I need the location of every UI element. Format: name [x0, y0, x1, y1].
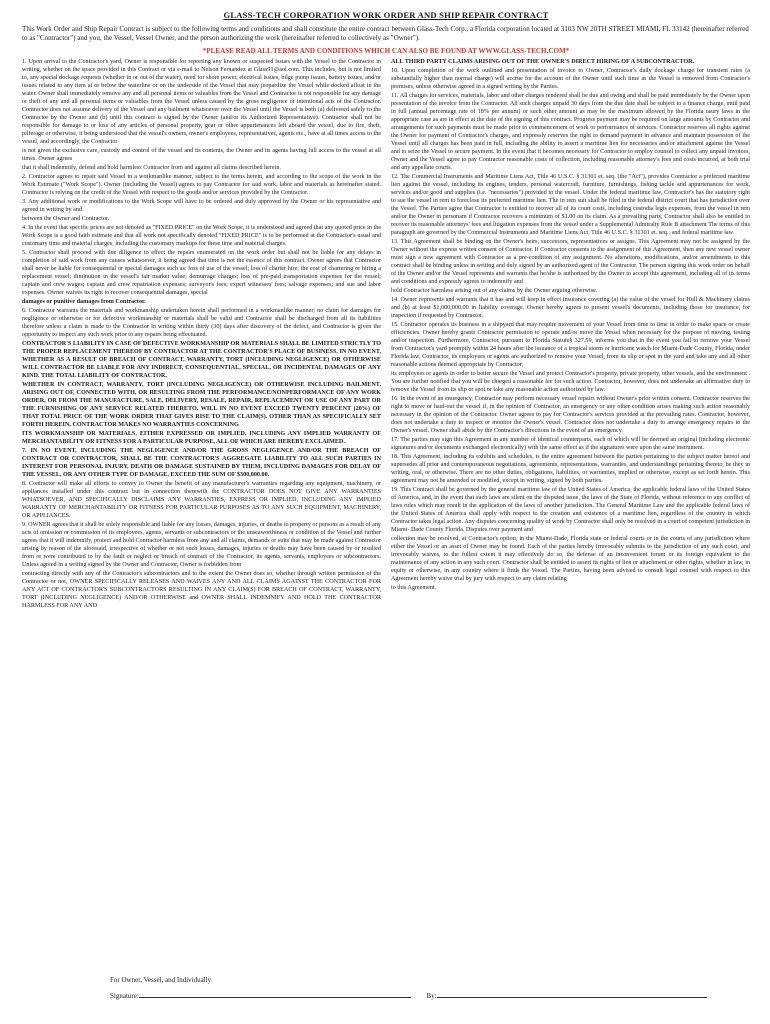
contract-paragraph: its employees or agents in order to better secure the Vessel and protect Contractor's property, private property, other vessels, and the environment . You are further notified that you will be charged a reasonable fee for such action. Contractor, however, does not undertake an affirmative duty to remove the Vessel from its slip or spot or take any reasonable action authorized by law. — [391, 370, 750, 393]
contract-paragraph: 1. Upon arrival to the Contractor's yard, Owner is responsible for reporting any known or suspected issues with the Vessel to the Contractor in writing, whether on the space provided in this Contract or via e-mail to Nelson Fernandez at Glass91@aol.com. This includes, but is not limited to, any special dockage requests (whether in or out of the water), need for shore power, electrical issues, bilge pump issues, battery issues, and/or issues related to any item at or below the waterline or on the underside of the Vessel that may jeopardize the Vessel while docked afloat in the water. Owner shall immediately remove any and all personal items or valuables from the Vessel and Contractor is not responsible for any damage or theft of any and all personal items or valuables from the Vessel unless caused by the gross negligence or intentional acts of the Contractor. Contractor does not assume delivery of the Vessel and any bailment whatsoever over the Vessel until the Vessel is both (a) delivered safely to the Contractor by the Owner and (b) until this contract is signed by the Owner (and/or its Authorized Representative). Contractor shall not be responsible for damage to or loss of any articles of personal property, gear or other appurtenances left aboard the vessel, due to fire, theft, pilferage or otherwise, it being understood that the vessel's owners, owner's employees, representatives, agents etc., have at all times access to the vessel, and accordingly, the Contractor — [22, 59, 381, 145]
by-line[interactable] — [437, 991, 707, 998]
by-label: By: — [426, 992, 437, 1000]
contract-paragraph: ITS WORKMANSHIP OR MATERIALS, EITHER EXPRESSED OR IMPLIED, INCLUDING ANY IMPLIED WARRANTY OF MERCHANTABILITY OR FITNESS FOR A PARTICULAR PURPOSE, ALL OF WHICH ARE HEREBY EXCLAIMED. — [22, 431, 381, 446]
contract-paragraph: 13. This Agreement shall be binding on the Owner's heirs, successors, representatives or assigns. This Agreement may not be assigned by the Owner without the express written consent of Contractor. If Contractor consents to the assignment of this Agreement, then any new vessel owner must sign a new agreement with Contractor as a pre-condition of any assignment. No alterations, modifications, and/or amendments to this contract shall be binding unless in writing and duly signed by an authorized agent of the Contractor. The person signing this work order on behalf of the Owner and/or the Vessel represents and warrants that he/she is authorized by the Owner to accept this agreement, including all of its terms and conditions and expressly agrees to indemnify and — [391, 238, 750, 285]
signature-line[interactable] — [139, 991, 411, 998]
contract-paragraph: 18. This Agreement, including its exhibits and schedules, is the entire agreement between the parties pertaining to the subject matter hereof and supersedes all prior and contemporaneous negotiations, agreements, representations, warranties, and understandings pertaining thereto, be they in writing, oral, or otherwise. There are no other duties, obligations, liabilities, or warranties, implied or otherwise, except as set forth herein. This agreement may not be amended or modified, except in writing, signed by both parties. — [391, 454, 750, 484]
contract-intro: This Work Order and Ship Repair Contract is subject to the following terms and conditions and shall constitute the entire contract between Glass-Tech Corp., a Florida corporation located at 3103 NW 20TH STREET MIAMI, FL 33142 (hereinafter referred to as "Contractor") and you, the Vessel, Vessel Owner, and the person authorizing the work (hereinafter referred to collectively as "Owner"). — [22, 25, 749, 43]
contract-paragraph: 15. Contractor operates its business in a shipyard that may require movement of your Vessel from time to time in order to make space or create efficiencies. Owner hereby grants Contractor permission to operate and/or move the Vessel when necessary for the purpose of moving, testing and/or inspection. Furthermore, Contractor, pursuant to Florida Statute§ 327.59, informs you that in the event you fail to remove your Vessel from Contractor's yard promptly within 24 hours after the issuance of a tropical storm or hurricane watch for Miami-Dade County, Florida, under Florida law, Contractor, its employees or agents are authorized to remove your Vessel, from its slip or spot in the yard and take any and all other reasonable actions deemed appropriate by Contractor, — [391, 322, 750, 368]
read-terms-notice: *PLEASE READ ALL TERMS AND CONDITIONS WHICH CAN ALSO BE FOUND AT WWW.GLASS-TECH.COM* — [202, 47, 570, 56]
contract-paragraph: 5. Contractor shall proceed with due diligence to effect the repairs enumerated on the work order but shall not be liable for any delays in completion of said work from any causes whatsoever, it being agreed that time is not the essence of this contract. Owner agrees that Contractor shall never be liable for consequential or special damages such as: loss of use of the vessel; loss of charter hire; the cost of chartering or hiring a replacement vessel; diminution in the vessel's fair market value; demurrage charges; loss of pre-paid transportation expenses for the vessel; captain and crew wages; captain and crew repatriation expenses; surveyor's fees; expert witnesses' fees; salvage expenses; and sue and labor expenses. Owner waives its right to recover consequential damages, special — [22, 250, 381, 297]
contract-paragraph: ALL THIRD PARTY CLAIMS ARISING OUT OF THE OWNER'S DIRECT HIRING OF A SUBCONTRACTOR. — [391, 59, 695, 66]
contract-paragraph: WHETHER IN CONTRACT, WARRANTY, TORT (INCLUDING NEGLIGENCE) OR OTHERWISE INCLUDING BAILMENT, ARISING OUT OF, CONNECTED WITH, OR RESULTING FROM THE PERFORMANCE/NONPERFORMANCE OF ANY WORK ORDER, OR FROM THE MANUFACTURE, SALE, DELIVERY, RESALE, REPAIR, REPLACEMENT OR USE OF ANY PART OR THE FURNISHING OF ANY SERVICE RELATED THERETO, WILL IN NO EVENT EXCEED TWENTY PERCENT (20%) OF THAT TOTAL PRICE OF THE WORK ORDER THAT GIVES RISE TO THE CLAIM(S). OTHER THAN AS SPECIFICALLY SET FORTH HEREIN, CONTRACTOR MAKES NO WARRANTIES CONCERNING — [22, 382, 381, 429]
contract-paragraph: damages or punitive damages from Contractor. — [22, 299, 146, 306]
contract-paragraph: 7. IN NO EVENT, INCLUDING THE NEGLIGENCE AND/OR THE GROSS NEGLIGENCE AND/OR THE BREACH OF CONTRACT OR CONTRACTOR, SHALL BE THE CONTRACTOR'S AGGREGATE LIABILITY TO ALL SUCH PARTIES IN INTEREST FOR PERSONAL INJURY, DEATH OR DAMAGE SUSTAINED BY THEM, INCLUDING DAMAGES FOR DELAY OF THE VESSEL, OR ANY OTHER TYPE OF DAMAGE, EXCEED THE SUM OF $300,000.00. — [22, 448, 381, 479]
contract-paragraph: hold Contractor harmless arising out of any claims by the Owner arguing otherwise. — [391, 287, 598, 294]
contract-title: GLASS-TECH CORPORATION WORK ORDER AND SHIP REPAIR CONTRACT — [223, 10, 549, 20]
contract-paragraph: 16. In the event of an emergency, Contractor may perform necessary vessel repairs without Owner's prior written consent. Contractor reserves the right to move or haul-out the vessel if, in the opinion of Contractor, an emergency or any other condition arises making such action reasonably necessary in the opinion of the Contractor. Owner agrees to pay for Contractor's services provided at the prevailing rates. Contractor, however, does not undertake a duty to inspect or monitor the Owner's vessel. Contractor does not undertake a duty to arrange emergency repairs to the Owner's vessel. Owner shall abide by the Contractor's directions in the event of an emergency. — [391, 395, 750, 434]
contract-paragraph: 17. The parties may sign this Agreement in any number of identical counterparts, each of which will be deemed an original (including electronic signatures and/or documents exchanged electronically) with the same effect as if the signatures were upon the same instrument. — [391, 436, 750, 451]
contract-paragraph: between the Owner and Contractor. — [22, 216, 110, 223]
contract-paragraph: 11. All charges for services, materials, labor and other charges rendered shall be due and owing and shall be paid immediately by the Owner upon presentation of the invoice from the Contractor. All such charges unpaid 30 days from the due date shall be subject to a finance charge, until paid in full (annual percentage rate of 18% per annum) or such other amount as may be the maximum allowed by the Florida usury laws in the appropriate case as are in effect at the date of the signing of this contract. Progress payment may be required on large amounts by Contractor and arrangements for such payments must be made prior to commencement of work or performance of services. Contractor reserves all rights against the Owner for payment of Contractor's charges, and expressly reserves the right to demand payment in advance and maintain possession of the Vessel until all charges has been paid in full, including the ability to assert a maritime lien for necessaries and/or attachment against the Vessel and to seize the Vessel to secure payment. In the event that it becomes necessary for Contractor to employ counsel to collect any unpaid invoices, Owner and the Vessel agree to pay Contractor reasonable costs of collection, including reasonable attorney's fees and costs incurred, at both trial and any appellate courts. — [391, 93, 750, 171]
signature-block — [110, 976, 707, 1007]
terms-left-column — [22, 59, 381, 612]
contract-paragraph: 3. Any additional work or modifications to the Work Scope will have to be ordered and duly approved by the Owner or his representative and agreed in writing by and — [22, 199, 381, 214]
contract-paragraph: to this Agreement. — [391, 584, 437, 591]
terms-right-column — [391, 59, 750, 612]
contract-paragraph: that it shall indemnify, defend and hold harmless Contractor from and against all claims described herein. — [22, 164, 281, 171]
contract-paragraph: 9. OWNER agrees that it shall be solely responsible and liable for any losses, damages, injuries, or deaths to property or persons as a result of any acts of omission or commission of its employees, agents, servants or subcontractors or the unseaworthiness or condition of the Vessel and further agrees that it will indemnify, protect and hold Contractor harmless from any and all claims, demands or suits that may be made against Contractor arising by reason of the aforesaid, irrespective of whether or not such losses, damages, injuries or deaths may have been caused by or resulted from or were contributed to by the fault or neglect or breach of contract of the Contractor, its agents, servants, employees or subcontractors. Unless agreed in a writing signed by the Owner and Contractor, Owner is forbidden from — [22, 522, 381, 569]
contract-paragraph: 10. Upon completion of the work outlined and presentation of invoice to Owner, Contractor's daily dockage charge for transient rates (a substantially higher than normal charge) will accrue for the account of the Owner until such time as the Vessel is removed from Contractor's premises, unless otherwise agreed in a signed writing by the Parties. — [391, 68, 750, 91]
contract-paragraph: 2. Contractor agrees to repair said Vessel in a workmanlike manner, subject to the terms herein, and according to the scope of the work in the Work Estimate ("Work Scope"). Owner (including the Vessel) agrees to pay Contractor for said work, labor and materials as hereinafter stated. Contractor is relying on the credit of the Vessel with respect to the goods and/or services provided by the Contractor. — [22, 174, 381, 196]
signature-label: Signature: — [110, 992, 139, 1000]
contract-paragraph: 14. Owner represents and warrants that it has and will keep in effect insurance covering (a) the value of the vessel for Hull & Machinery claims and (b) at least $1,000,000.00 in liability coverage. Owner hereby agrees to present vessel's documents, including those for insurance, for inspection if requested by Contractor. — [391, 296, 750, 319]
contract-paragraph: 8. Contractor will make all efforts to convey to Owner the benefit of any manufacturer's warranties regarding any equipment, machinery, or appliances installed under this contract but in connection therewith the CONTRACTOR DOES NOT GIVE ANY WARRANTIES WHATSOEVER, AND SPECIFICALLY DISCLAIMS ANY WARRANTIES, EXPRESS OR IMPLIED, INCLUDING ANY IMPLIED WARRANTY OF MERCHANTABILITY OR FITNESS FOR PARTICULAR PURPOSES AS TO ANY SUCH EQUIPMENT, MACHINERY, OR APPLIANCES. — [22, 481, 381, 520]
contract-paragraph: 6. Contractor warrants the materials and workmanship undertaken herein shall performed in a workmanlike manner; no claim for damages for negligence or otherwise or for defective workmanship or materials shall be valid and Contractor shall be discharged from all its liabilities therefore unless a claim is made to the Contractor in writing within thirty (30) days after discovery of the defect, and Contractor is given the opportunity to inspect any such work prior to any repairs being effectuated. — [22, 308, 381, 339]
contract-paragraph: 12. The Commercial Instruments and Maritime Liens Act, Title 46 U.S.C. § 31301 et. seq. (the "Act"), provides Contractor a preferred maritime lien against the vessel, including its engines, tenders, personal watercraft, furniture, furnishings, fishing tackle and appurtenances for work, services and/or good and supplies (i.e. "necessaries") provided to the vessel. Under the federal maritime law, Contractor's has the statutory right to sue the vessel in rem to foreclose its preferred maritime lien. The in rem suit shall be filed in the federal district court that has jurisdiction over the Vessel. The Parties agree that Contractor is entitled to recover all of its court costs, including custodia legis expenses, from the vessel in rem and/or the Owner in personam if Contractor recovers a minimum of $1.00 on its claim. As a prevailing party, Contractor shall also be entitled to recover its reasonable attorneys' fees and litigation expenses from the vessel under a Supplemental Admiralty Rule B attachment The terms of this paragraph are governed by the Commercial Instruments and Maritime Liens Act, Title 46 U.S.C. § 31301 et. seq., and federal maritime law. — [391, 174, 750, 236]
owner-label: For Owner, Vessel, and Individually — [110, 976, 212, 984]
contract-paragraph: 4. In the event that specific prices are not denoted as "FIXED PRICE" on the Work Scope, it is understood and agreed that any quoted price in the Work Scope is a good faith estimate and that all work not specifically denoted "FIXED PRICE" is to be performed at the Contractor's usual and customary time and material charges, including the customary markups for these time and material charges. — [22, 225, 381, 248]
contract-paragraph: contracting directly with any of the Contractor's subcontractors and to the extent the Owner does so, whether through written permission of the Contractor or not, OWNER SPECIFICALLY RELEASES AND WAIVES ANY AND ALL CLAIMS AGAINST THE CONTRACTOR FOR ANY ACT OF CONTRACTOR'S SUBCONTRACTORS RESULTING IN ANY CLAIM(S) FOR BREACH OF CONTRACT, WARRANTY, TORT (INCLUDING NEGLIGENCE) AND/OR OTHERWISE and OWNER SHALL INDEMNIFY AND HOLD THE CONTRACTOR HARMLESS FOR ANY AND — [22, 571, 381, 610]
contract-paragraph: CONTRACTOR'S LIABILITY IN CASE OF DEFECTIVE WORKMANSHIP OR MATERIALS SHALL BE LIMITED STRICTLY TO THE PROPER REPLACEMENT THEREOF BY CONTRACTOR AT THE CONTRACTOR'S PLACE OF BUSINESS. IN NO EVENT, WHETHER AS A RESULT OF BREACH OF CONTRACT, WARRANTY, TORT (INCLUDING NEGLIGENCE) OR OTHERWISE WILL CONTRACTOR BE LIABLE FOR ANY INDIRECT, CONSEQUENTIAL, SPECIAL, OR INCIDENTAL DAMAGES OF ANY KIND. THE TOTAL LIABILITY OF CONTRACTOR, — [22, 341, 381, 380]
contract-paragraph: is not given the exclusive care, custody and control of the vessel and its contents, the Owner and its agents having full access to the vessel at all times. Owner agrees — [22, 147, 381, 162]
contract-paragraph: 19. This Contract shall be governed by the general maritime law of the United States of America, the applicable federal laws of the United States of America, and, in the event that such laws are silent on the disputed issue, the laws of the State of Florida, without reference to any conflict of laws rules which may result in the application of the laws of another jurisdiction. The General Maritime Law and the applicable federal laws of the United States of America shall apply with respect to the creation and existence of a maritime lien, regardless of the country in which Contractor takes legal action. Any disputes concerning quality of work by Contractor shall only be resolved in a court of competent jurisdiction in Miami- Dade County Florida. Disputes over payment and — [391, 487, 750, 533]
contract-paragraph: collection may be resolved, at Contractor's option, in the Miami-Dade, Florida state or federal courts or in the courts of any jurisdiction where either the Vessel or an asset of Owner may be found. Each of the parties hereby irrevocably submits to the jurisdiction of any such court, and irrevocably waives, to the fullest extent it may effectively do so, the defense of an inconvenient forum or its foreign equivalent to the maintenance of any action in any such court. Contractor shall be entitled to assert its rights of lien or attachment or other rights, whether in law, in equity or otherwise, in any country where it finds the Vessel. The Parties, having been advised to consult legal counsel with respect to this Agreement hereby waive trial by jury with respect to any claim relating — [391, 535, 750, 582]
terms-columns — [22, 59, 750, 612]
